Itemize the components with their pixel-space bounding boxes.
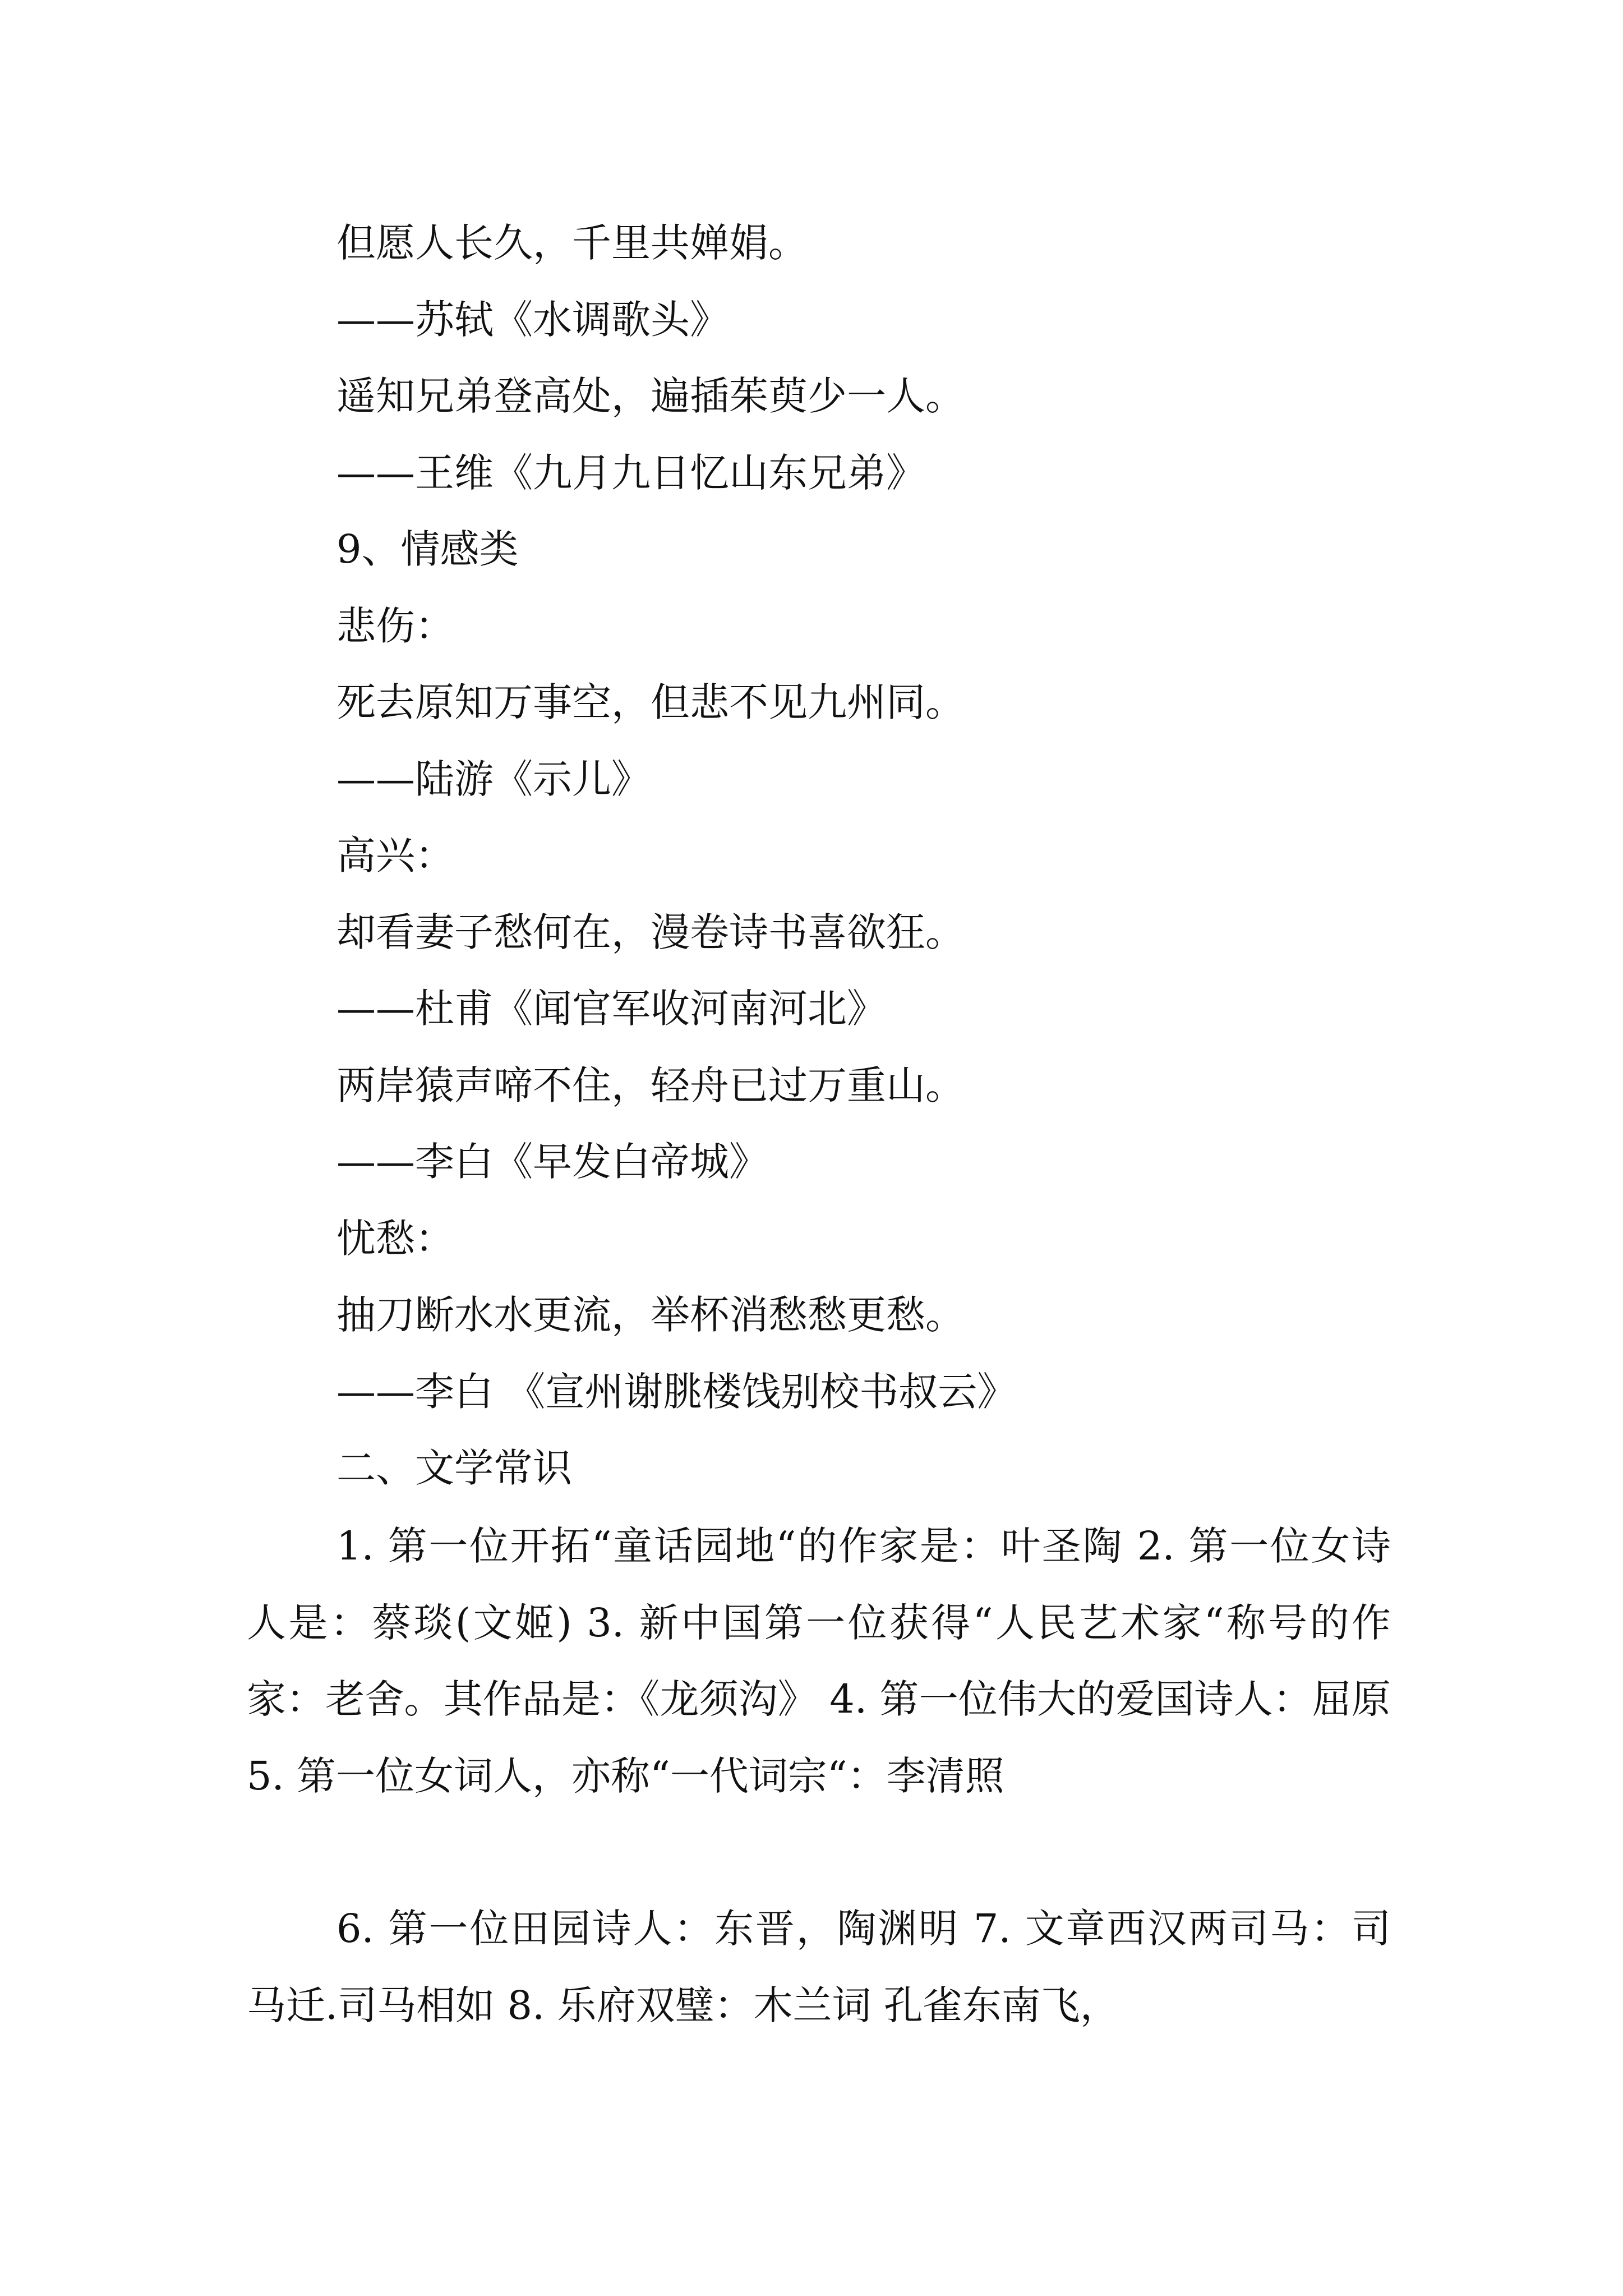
section-heading: 二、文学常识	[336, 1445, 572, 1491]
category-label: 高兴：	[336, 832, 454, 878]
poem-line: 但愿人长久，千里共婵娟。	[336, 220, 808, 266]
attribution-line: ——陆游《示儿》	[336, 756, 651, 802]
poem-line: 两岸猿声啼不住，轻舟已过万重山。	[336, 1062, 965, 1108]
poem-line: 抽刀断水水更流，举杯消愁愁更愁。	[336, 1292, 965, 1338]
attribution-line: ——王维《九月九日忆山东兄弟》	[336, 450, 925, 496]
attribution-line: ——杜甫《闻官军收河南河北》	[336, 986, 886, 1032]
literature-paragraph: 6. 第一位田园诗人：东晋，陶渊明 7. 文章西汉两司马：司马迁.司马相如 8. 乐府双璧：木兰词 孔雀东南飞，	[247, 1906, 1391, 2028]
attribution-line: ——李白《早发白帝城》	[336, 1139, 768, 1185]
category-label: 悲伤：	[336, 603, 454, 649]
poem-line: 却看妻子愁何在，漫卷诗书喜欲狂。	[336, 909, 965, 955]
literature-paragraph: 1. 第一位开拓“童话园地“的作家是：叶圣陶 2. 第一位女诗人是：蔡琰(文姬) 3. 新中国第一位获得“人民艺术家“称号的作家：老舍。其作品是：《龙须沟》 4. 第一位伟大的爱国诗人：屈原 5. 第一位女词人，亦称“一代词宗“：李清照	[247, 1523, 1391, 1799]
poem-line: 遥知兄弟登高处，遍插茱萸少一人。	[336, 373, 965, 419]
section-heading: 9、情感类	[336, 526, 519, 572]
category-label: 忧愁：	[336, 1216, 454, 1262]
attribution-line: ——苏轼《水调歌头》	[336, 297, 729, 343]
attribution-line: ——李白 《宣州谢朓楼饯别校书叔云》	[336, 1369, 1017, 1415]
poem-line: 死去原知万事空，但悲不见九州同。	[336, 679, 965, 725]
